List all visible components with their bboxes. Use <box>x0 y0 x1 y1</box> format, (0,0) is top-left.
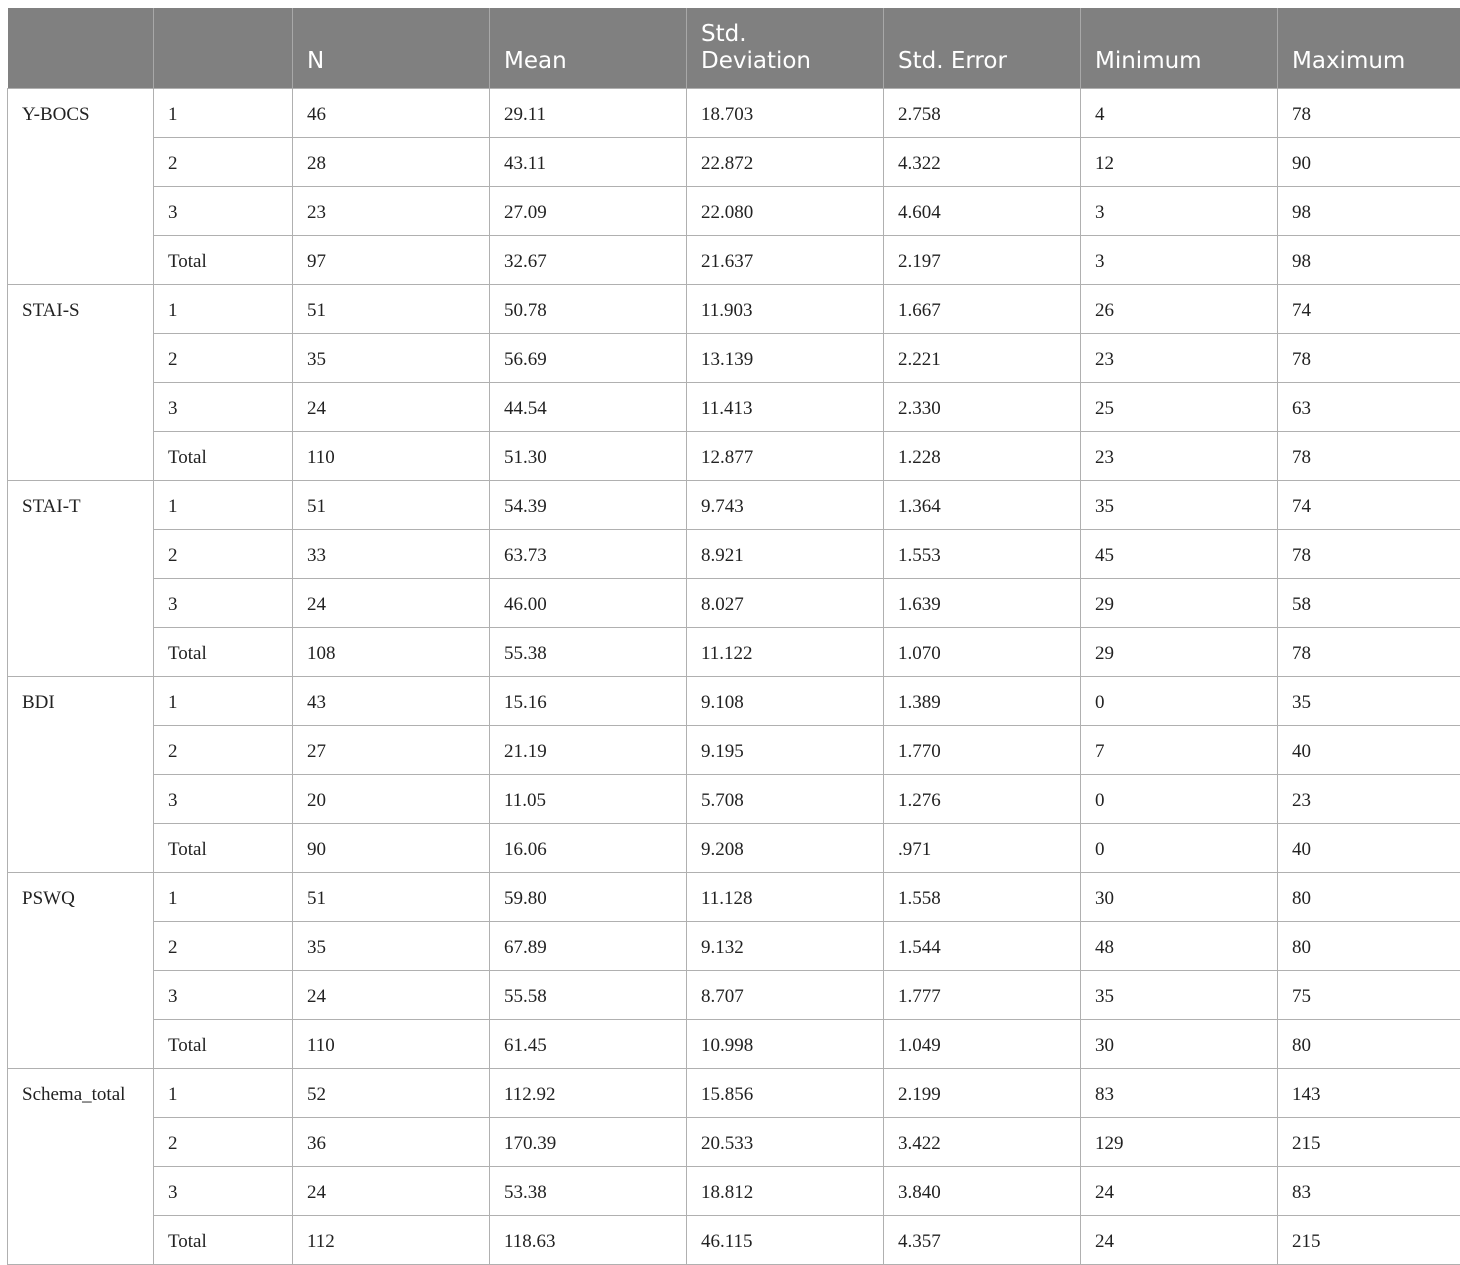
maximum-cell: 98 <box>1278 236 1460 285</box>
n-cell: 24 <box>293 1167 490 1216</box>
group-cell: Total <box>154 824 293 873</box>
group-cell: 2 <box>154 922 293 971</box>
mean-cell: 32.67 <box>490 236 687 285</box>
std-deviation-cell: 11.122 <box>687 628 884 677</box>
std-error-cell: .971 <box>884 824 1081 873</box>
n-cell: 23 <box>293 187 490 236</box>
maximum-cell: 80 <box>1278 922 1460 971</box>
std-error-cell: 4.322 <box>884 138 1081 187</box>
minimum-cell: 29 <box>1081 628 1278 677</box>
std-error-cell: 1.544 <box>884 922 1081 971</box>
mean-cell: 112.92 <box>490 1069 687 1118</box>
minimum-cell: 29 <box>1081 579 1278 628</box>
group-cell: 2 <box>154 1118 293 1167</box>
mean-cell: 61.45 <box>490 1020 687 1069</box>
n-cell: 33 <box>293 530 490 579</box>
header-row <box>8 8 1460 89</box>
mean-cell: 56.69 <box>490 334 687 383</box>
minimum-cell: 48 <box>1081 922 1278 971</box>
std-error-cell: 1.364 <box>884 481 1081 530</box>
minimum-cell: 25 <box>1081 383 1278 432</box>
maximum-cell: 80 <box>1278 873 1460 922</box>
std-deviation-cell: 12.877 <box>687 432 884 481</box>
group-cell: 2 <box>154 334 293 383</box>
table-body <box>8 89 1460 1265</box>
std-error-cell: 2.197 <box>884 236 1081 285</box>
group-cell: 2 <box>154 530 293 579</box>
header-std-deviation-line1: Std. <box>701 21 747 47</box>
table-row <box>8 89 1460 138</box>
std-deviation-cell: 9.108 <box>687 677 884 726</box>
minimum-cell: 23 <box>1081 432 1278 481</box>
group-cell: 1 <box>154 873 293 922</box>
minimum-cell: 26 <box>1081 285 1278 334</box>
std-deviation-cell: 11.128 <box>687 873 884 922</box>
header-maximum: Maximum <box>1278 8 1460 89</box>
mean-cell: 16.06 <box>490 824 687 873</box>
maximum-cell: 74 <box>1278 285 1460 334</box>
std-deviation-cell: 9.743 <box>687 481 884 530</box>
n-cell: 43 <box>293 677 490 726</box>
maximum-cell: 78 <box>1278 334 1460 383</box>
descriptives-table <box>7 8 1460 1265</box>
std-error-cell: 3.840 <box>884 1167 1081 1216</box>
group-cell: 3 <box>154 1167 293 1216</box>
n-cell: 46 <box>293 89 490 138</box>
group-cell: 3 <box>154 775 293 824</box>
n-cell: 24 <box>293 579 490 628</box>
maximum-cell: 75 <box>1278 971 1460 1020</box>
std-error-cell: 1.553 <box>884 530 1081 579</box>
std-error-cell: 1.558 <box>884 873 1081 922</box>
table-row <box>8 726 1460 775</box>
group-cell: 1 <box>154 481 293 530</box>
n-cell: 90 <box>293 824 490 873</box>
mean-cell: 27.09 <box>490 187 687 236</box>
minimum-cell: 3 <box>1081 187 1278 236</box>
mean-cell: 46.00 <box>490 579 687 628</box>
group-cell: Total <box>154 628 293 677</box>
std-deviation-cell: 9.208 <box>687 824 884 873</box>
table-row <box>8 138 1460 187</box>
std-deviation-cell: 21.637 <box>687 236 884 285</box>
group-cell: 1 <box>154 89 293 138</box>
table-row <box>8 1216 1460 1265</box>
std-error-cell: 1.639 <box>884 579 1081 628</box>
measure-name-cell: Y-BOCS <box>8 89 154 285</box>
maximum-cell: 63 <box>1278 383 1460 432</box>
maximum-cell: 40 <box>1278 726 1460 775</box>
std-error-cell: 4.357 <box>884 1216 1081 1265</box>
n-cell: 52 <box>293 1069 490 1118</box>
table-row <box>8 432 1460 481</box>
maximum-cell: 40 <box>1278 824 1460 873</box>
table-row <box>8 1167 1460 1216</box>
maximum-cell: 78 <box>1278 530 1460 579</box>
n-cell: 35 <box>293 334 490 383</box>
table-row <box>8 1020 1460 1069</box>
mean-cell: 51.30 <box>490 432 687 481</box>
minimum-cell: 24 <box>1081 1167 1278 1216</box>
minimum-cell: 0 <box>1081 775 1278 824</box>
header-n: N <box>293 8 490 89</box>
std-deviation-cell: 11.413 <box>687 383 884 432</box>
std-deviation-cell: 22.872 <box>687 138 884 187</box>
std-error-cell: 4.604 <box>884 187 1081 236</box>
n-cell: 51 <box>293 285 490 334</box>
maximum-cell: 98 <box>1278 187 1460 236</box>
minimum-cell: 35 <box>1081 481 1278 530</box>
n-cell: 27 <box>293 726 490 775</box>
minimum-cell: 24 <box>1081 1216 1278 1265</box>
measure-name-cell: BDI <box>8 677 154 873</box>
n-cell: 112 <box>293 1216 490 1265</box>
n-cell: 24 <box>293 383 490 432</box>
measure-name-cell: STAI-T <box>8 481 154 677</box>
mean-cell: 55.38 <box>490 628 687 677</box>
mean-cell: 29.11 <box>490 89 687 138</box>
std-deviation-cell: 8.921 <box>687 530 884 579</box>
minimum-cell: 35 <box>1081 971 1278 1020</box>
std-error-cell: 1.667 <box>884 285 1081 334</box>
minimum-cell: 0 <box>1081 677 1278 726</box>
std-deviation-cell: 9.132 <box>687 922 884 971</box>
group-cell: 3 <box>154 383 293 432</box>
header-std-deviation <box>687 8 884 89</box>
group-cell: 2 <box>154 138 293 187</box>
table-row <box>8 922 1460 971</box>
maximum-cell: 23 <box>1278 775 1460 824</box>
table-row <box>8 285 1460 334</box>
mean-cell: 170.39 <box>490 1118 687 1167</box>
minimum-cell: 45 <box>1081 530 1278 579</box>
std-deviation-cell: 5.708 <box>687 775 884 824</box>
n-cell: 36 <box>293 1118 490 1167</box>
table-row <box>8 873 1460 922</box>
table-row <box>8 334 1460 383</box>
maximum-cell: 78 <box>1278 89 1460 138</box>
n-cell: 28 <box>293 138 490 187</box>
table-row <box>8 530 1460 579</box>
n-cell: 108 <box>293 628 490 677</box>
std-deviation-cell: 22.080 <box>687 187 884 236</box>
std-deviation-cell: 18.812 <box>687 1167 884 1216</box>
minimum-cell: 30 <box>1081 873 1278 922</box>
n-cell: 110 <box>293 1020 490 1069</box>
header-mean: Mean <box>490 8 687 89</box>
minimum-cell: 83 <box>1081 1069 1278 1118</box>
n-cell: 20 <box>293 775 490 824</box>
header-measure <box>8 8 154 89</box>
header-std-error: Std. Error <box>884 8 1081 89</box>
std-deviation-cell: 13.139 <box>687 334 884 383</box>
n-cell: 35 <box>293 922 490 971</box>
group-cell: Total <box>154 1020 293 1069</box>
std-deviation-cell: 46.115 <box>687 1216 884 1265</box>
minimum-cell: 0 <box>1081 824 1278 873</box>
minimum-cell: 4 <box>1081 89 1278 138</box>
std-deviation-cell: 18.703 <box>687 89 884 138</box>
std-deviation-cell: 9.195 <box>687 726 884 775</box>
std-error-cell: 1.228 <box>884 432 1081 481</box>
mean-cell: 11.05 <box>490 775 687 824</box>
std-error-cell: 1.770 <box>884 726 1081 775</box>
std-deviation-cell: 15.856 <box>687 1069 884 1118</box>
table-row <box>8 775 1460 824</box>
std-error-cell: 1.389 <box>884 677 1081 726</box>
mean-cell: 15.16 <box>490 677 687 726</box>
maximum-cell: 83 <box>1278 1167 1460 1216</box>
std-error-cell: 1.777 <box>884 971 1081 1020</box>
maximum-cell: 143 <box>1278 1069 1460 1118</box>
minimum-cell: 7 <box>1081 726 1278 775</box>
table-row <box>8 971 1460 1020</box>
std-deviation-cell: 10.998 <box>687 1020 884 1069</box>
table-row <box>8 824 1460 873</box>
std-deviation-cell: 20.533 <box>687 1118 884 1167</box>
mean-cell: 54.39 <box>490 481 687 530</box>
table-row <box>8 677 1460 726</box>
table-row <box>8 628 1460 677</box>
group-cell: 2 <box>154 726 293 775</box>
table-row <box>8 481 1460 530</box>
maximum-cell: 80 <box>1278 1020 1460 1069</box>
table-row <box>8 187 1460 236</box>
header-group <box>154 8 293 89</box>
maximum-cell: 35 <box>1278 677 1460 726</box>
header-std-deviation-line2: Deviation <box>701 48 811 74</box>
std-deviation-cell: 11.903 <box>687 285 884 334</box>
std-error-cell: 2.221 <box>884 334 1081 383</box>
n-cell: 110 <box>293 432 490 481</box>
measure-name-cell: STAI-S <box>8 285 154 481</box>
table-row <box>8 1118 1460 1167</box>
minimum-cell: 129 <box>1081 1118 1278 1167</box>
group-cell: 1 <box>154 285 293 334</box>
group-cell: Total <box>154 432 293 481</box>
mean-cell: 63.73 <box>490 530 687 579</box>
std-error-cell: 2.758 <box>884 89 1081 138</box>
group-cell: 1 <box>154 677 293 726</box>
std-error-cell: 1.049 <box>884 1020 1081 1069</box>
n-cell: 24 <box>293 971 490 1020</box>
maximum-cell: 215 <box>1278 1118 1460 1167</box>
measure-name-cell: PSWQ <box>8 873 154 1069</box>
minimum-cell: 23 <box>1081 334 1278 383</box>
group-cell: Total <box>154 1216 293 1265</box>
group-cell: 3 <box>154 187 293 236</box>
mean-cell: 43.11 <box>490 138 687 187</box>
mean-cell: 53.38 <box>490 1167 687 1216</box>
table-row <box>8 236 1460 285</box>
std-deviation-cell: 8.027 <box>687 579 884 628</box>
header-minimum: Minimum <box>1081 8 1278 89</box>
mean-cell: 67.89 <box>490 922 687 971</box>
minimum-cell: 12 <box>1081 138 1278 187</box>
mean-cell: 50.78 <box>490 285 687 334</box>
table-row <box>8 383 1460 432</box>
n-cell: 51 <box>293 481 490 530</box>
minimum-cell: 30 <box>1081 1020 1278 1069</box>
mean-cell: 55.58 <box>490 971 687 1020</box>
n-cell: 51 <box>293 873 490 922</box>
std-error-cell: 1.276 <box>884 775 1081 824</box>
maximum-cell: 58 <box>1278 579 1460 628</box>
maximum-cell: 215 <box>1278 1216 1460 1265</box>
mean-cell: 44.54 <box>490 383 687 432</box>
minimum-cell: 3 <box>1081 236 1278 285</box>
table-row <box>8 579 1460 628</box>
maximum-cell: 78 <box>1278 432 1460 481</box>
group-cell: Total <box>154 236 293 285</box>
maximum-cell: 74 <box>1278 481 1460 530</box>
group-cell: 3 <box>154 579 293 628</box>
maximum-cell: 90 <box>1278 138 1460 187</box>
mean-cell: 118.63 <box>490 1216 687 1265</box>
std-deviation-cell: 8.707 <box>687 971 884 1020</box>
n-cell: 97 <box>293 236 490 285</box>
std-error-cell: 1.070 <box>884 628 1081 677</box>
std-error-cell: 2.330 <box>884 383 1081 432</box>
table-header <box>8 8 1460 89</box>
mean-cell: 21.19 <box>490 726 687 775</box>
std-error-cell: 3.422 <box>884 1118 1081 1167</box>
std-error-cell: 2.199 <box>884 1069 1081 1118</box>
measure-name-cell: Schema_total <box>8 1069 154 1265</box>
group-cell: 3 <box>154 971 293 1020</box>
mean-cell: 59.80 <box>490 873 687 922</box>
maximum-cell: 78 <box>1278 628 1460 677</box>
group-cell: 1 <box>154 1069 293 1118</box>
table-row <box>8 1069 1460 1118</box>
